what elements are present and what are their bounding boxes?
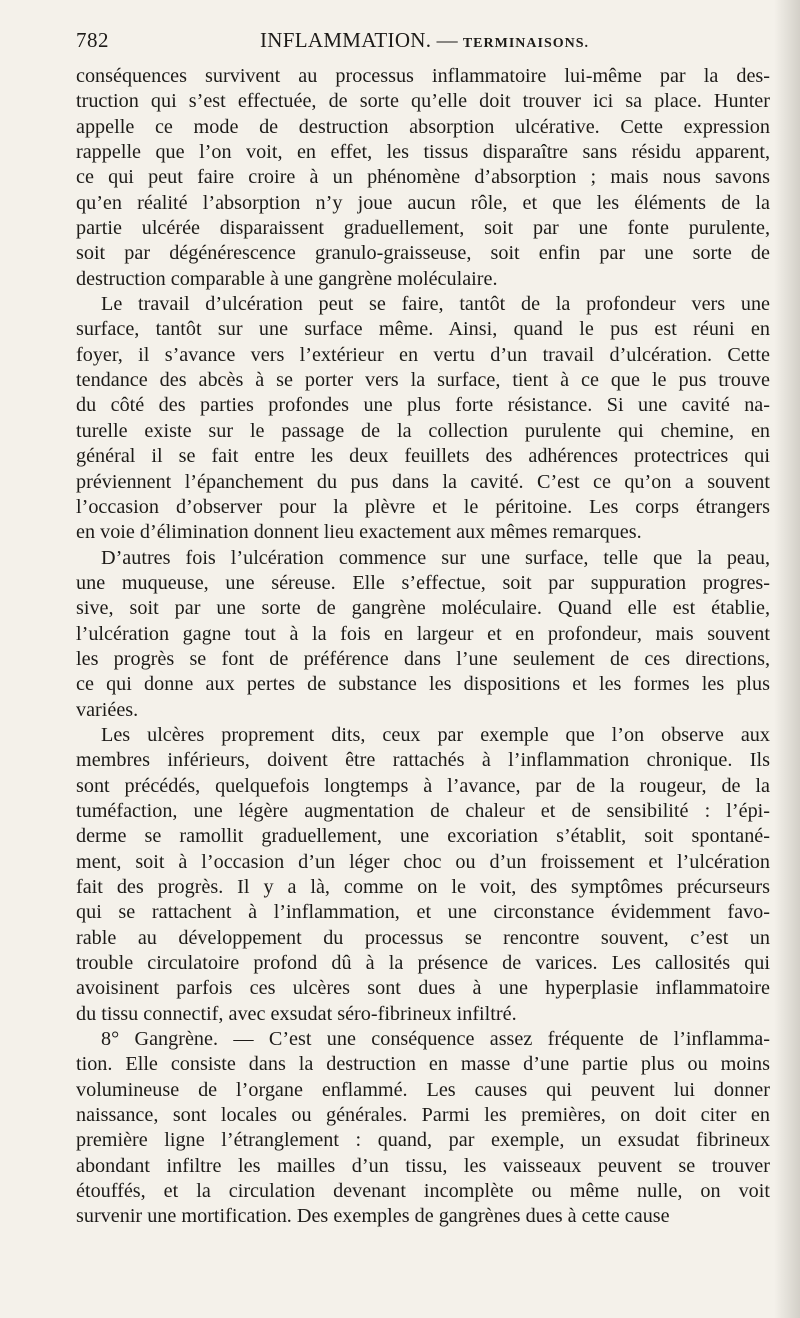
text-line: D’autres fois l’ulcération commence sur une surface, telle que la peau,	[101, 546, 770, 569]
text-line: conséquences survivent au processus inflammatoire lui-même par la des-	[76, 65, 770, 87]
text-line: partie ulcérée disparaissent graduellement, soit par une fonte purulente,	[76, 217, 770, 240]
text-line: du tissu connectif, avec exsudat séro-fibrineux infiltré.	[76, 1002, 517, 1025]
text-line: ment, soit à l’occasion d’un léger choc ou d’un froissement et l’ulcération	[76, 850, 770, 873]
text-line: abondant infiltre les mailles d’un tissu, les vaisseaux peuvent se trouver	[76, 1154, 770, 1177]
text-line: Les ulcères proprement dits, ceux par exemple que l’on observe aux	[101, 723, 770, 746]
running-header	[76, 28, 770, 58]
text-line: soit par dégénérescence granulo-graisseuse, soit enfin par une sorte de	[76, 242, 770, 265]
text-line: l’ulcération gagne tout à la fois en largeur et en profondeur, mais souvent	[76, 622, 770, 645]
page-number: 782	[76, 28, 109, 52]
text-line: appelle ce mode de destruction absorption ulcérative. Cette expression	[76, 115, 770, 138]
text-line: turelle existe sur le passage de la collection purulente qui chemine, en	[76, 419, 770, 442]
text-line: en voie d’élimination donnent lieu exactement aux mêmes remarques.	[76, 521, 642, 544]
text-line: trouble circulatoire profond dû à la présence de varices. Les callosités qui	[76, 952, 770, 975]
text-line: tion. Elle consiste dans la destruction en masse d’une partie plus ou moins	[76, 1053, 770, 1076]
text-line: tuméfaction, une légère augmentation de chaleur et de sensibilité : l’épi-	[76, 799, 770, 822]
paragraph	[76, 64, 770, 292]
body-text	[76, 64, 770, 1230]
text-line: destruction comparable à une gangrène moléculaire.	[76, 267, 498, 290]
text-line: du côté des parties profondes une plus forte résistance. Si une cavité na-	[76, 394, 770, 417]
text-line: rable au développement du processus se rencontre souvent, c’est un	[76, 926, 770, 949]
text-line: 8° Gangrène. — C’est une conséquence assez fréquente de l’inflamma-	[101, 1028, 770, 1051]
running-title-main: INFLAMMATION.	[260, 28, 432, 52]
text-line: variées.	[76, 698, 139, 721]
text-line: tendance des abcès à se porter vers la surface, tient à ce que le pus trouve	[76, 369, 770, 392]
text-line: ce qui donne aux pertes de substance les dispositions et les formes les plus	[76, 673, 770, 696]
text-line: sive, soit par une sorte de gangrène moléculaire. Quand elle est établie,	[76, 597, 770, 620]
page-edge-shadow	[774, 0, 800, 1318]
text-line: qu’en réalité l’absorption n’y joue aucun rôle, et que les éléments de la	[76, 191, 770, 214]
text-line: surface, tantôt sur une surface même. Ainsi, quand le pus est réuni en	[76, 318, 770, 341]
text-line: fait des progrès. Il y a là, comme on le voit, des symptômes précurseurs	[76, 876, 770, 898]
text-line: première ligne l’étranglement : quand, par exemple, un exsudat fibrineux	[76, 1129, 770, 1152]
running-title-separator: —	[431, 28, 463, 52]
text-line: derme se ramollit graduellement, une excoriation s’établit, soit spontané-	[76, 825, 770, 848]
text-line: naissance, sont locales ou générales. Parmi les premières, on doit citer en	[76, 1104, 770, 1127]
text-line: survenir une mortification. Des exemples de gangrènes dues à cette cause	[76, 1205, 670, 1228]
text-line: membres inférieurs, doivent être rattachés à l’inflammation chronique. Ils	[76, 749, 770, 772]
text-line: volumineuse de l’organe enflammé. Les causes qui peuvent lui donner	[76, 1078, 770, 1101]
running-title-sub: TERMINAISONS.	[462, 36, 590, 51]
text-line: Le travail d’ulcération peut se faire, tantôt de la profondeur vers une	[101, 293, 770, 316]
running-title	[260, 28, 589, 53]
text-line: ce qui peut faire croire à un phénomène d’absorption ; mais nous savons	[76, 166, 770, 189]
text-line: l’occasion d’observer pour la plèvre et le péritoine. Les corps étrangers	[76, 495, 770, 518]
paragraph	[76, 292, 770, 545]
text-line: rappelle que l’on voit, en effet, les tissus disparaître sans résidu apparent,	[76, 141, 770, 164]
text-line: sont précédés, quelquefois longtemps à l’avance, par de la rougeur, de la	[76, 774, 770, 797]
text-line: foyer, il s’avance vers l’extérieur en vertu d’un travail d’ulcération. Cette	[76, 343, 770, 366]
paragraph	[76, 723, 770, 1027]
text-line: général il se fait entre les deux feuillets des adhérences protectrices qui	[76, 445, 770, 468]
text-line: avoisinent parfois ces ulcères sont dues à une hyperplasie inflammatoire	[76, 977, 770, 1000]
text-line: truction qui s’est effectuée, de sorte qu’elle doit trouver ici sa place. Hunter	[76, 90, 770, 113]
text-line: qui se rattachent à l’inflammation, et une circonstance évidemment favo-	[76, 901, 770, 924]
paragraph	[76, 1027, 770, 1230]
paragraph	[76, 546, 770, 723]
text-line: une muqueuse, une séreuse. Elle s’effectue, soit par suppuration progres-	[76, 571, 770, 594]
text-line: préviennent l’épanchement du pus dans la cavité. C’est ce qu’on a souvent	[76, 470, 770, 493]
text-line: les progrès se font de préférence dans l’une seulement de ces directions,	[76, 647, 770, 670]
text-line: étouffés, et la circulation devenant incomplète ou même nulle, on voit	[76, 1180, 770, 1203]
